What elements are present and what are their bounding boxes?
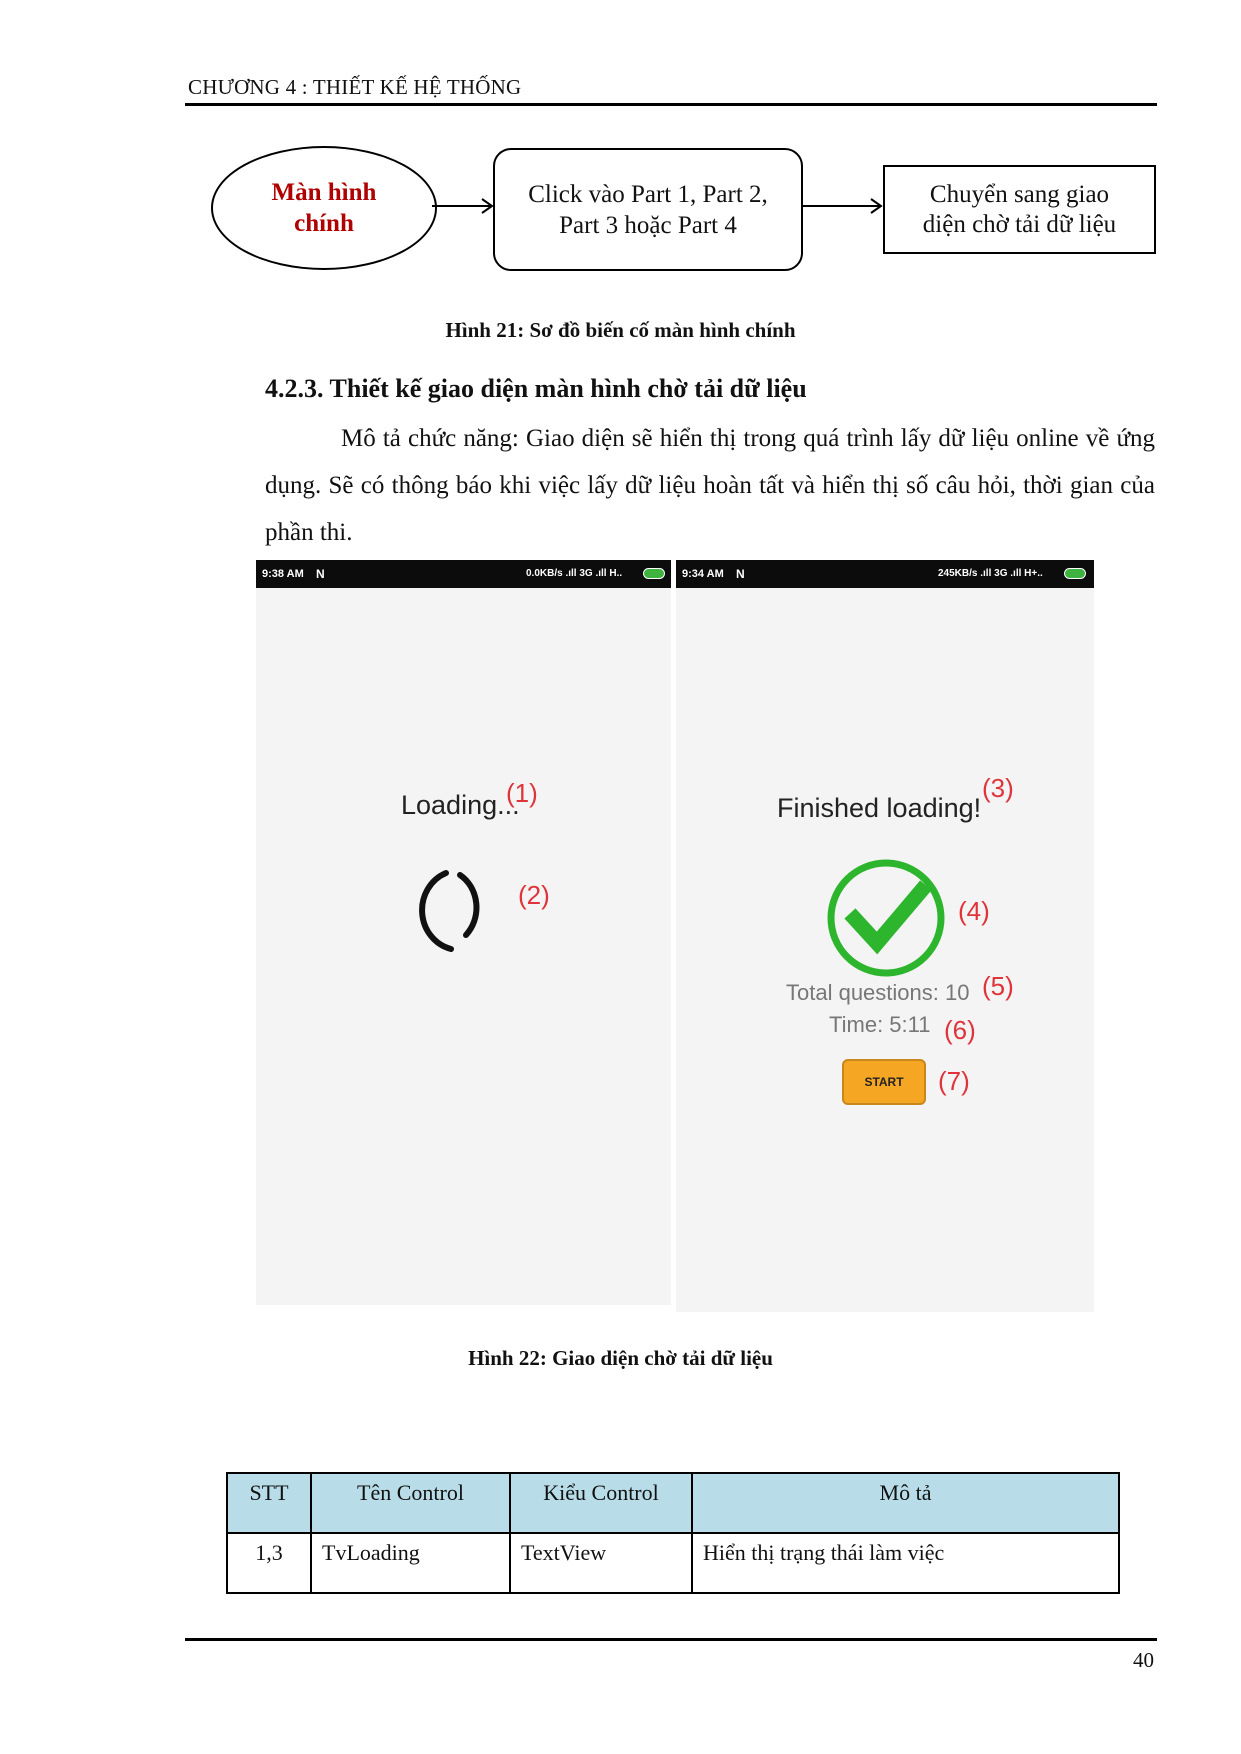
start-button[interactable]: START	[842, 1059, 926, 1105]
notification-icon: N	[736, 567, 745, 581]
header-control-name: Tên Control	[311, 1473, 510, 1533]
table-header-row	[227, 1473, 1119, 1533]
network-status: 245KB/s .ıll 3G .ıll H+..	[938, 568, 1043, 579]
status-bar	[256, 560, 671, 588]
marker-4: (4)	[958, 896, 990, 926]
section-heading: 4.2.3. Thiết kế giao diện màn hình chờ tải dữ liệu	[265, 374, 807, 403]
status-bar	[676, 560, 1094, 588]
cell-stt: 1,3	[227, 1533, 311, 1593]
diagram-start-node: Màn hình chính	[211, 146, 437, 270]
header-stt: STT	[227, 1473, 311, 1533]
footer-rule	[185, 1638, 1157, 1641]
marker-2: (2)	[518, 880, 550, 910]
finished-text: Finished loading!	[777, 793, 982, 823]
header-control-type: Kiểu Control	[510, 1473, 692, 1533]
status-time: 9:38 AM	[262, 568, 304, 580]
diagram-arrow-1	[430, 196, 500, 216]
network-status: 0.0KB/s .ıll 3G .ıll H..	[526, 568, 623, 579]
progress-spinner-icon	[416, 865, 486, 955]
notification-icon: N	[316, 567, 325, 581]
page-number: 40	[1133, 1648, 1154, 1672]
diagram-end-node: Chuyển sang giao diện chờ tải dữ liệu	[883, 165, 1156, 254]
diagram-step-node: Click vào Part 1, Part 2, Part 3 hoặc Part 4	[493, 148, 803, 271]
loading-text: Loading...	[401, 790, 520, 820]
cell-control-name: TvLoading	[311, 1533, 510, 1593]
success-check-icon	[825, 857, 947, 979]
marker-7: (7)	[938, 1066, 970, 1096]
cell-control-type: TextView	[510, 1533, 692, 1593]
time-text: Time: 5:11	[829, 1012, 931, 1037]
table-row	[227, 1533, 1119, 1593]
battery-icon	[1064, 568, 1086, 579]
diagram-arrow-2	[801, 196, 886, 216]
chapter-header: CHƯƠNG 4 : THIẾT KẾ HỆ THỐNG	[188, 75, 522, 99]
header-rule	[185, 103, 1157, 106]
status-time: 9:34 AM	[682, 568, 724, 580]
section-paragraph: Mô tả chức năng: Giao diện sẽ hiển thị trong quá trình lấy dữ liệu online về ứng dụng. Sẽ có thông báo khi việc lấy dữ liệu hoàn tất và hiển thị số câu hỏi, thời gian của phần thi.	[265, 425, 1155, 546]
cell-description: Hiển thị trạng thái làm việc	[692, 1533, 1119, 1593]
finished-screen	[676, 560, 1094, 1312]
figure-22-caption: Hình 22: Giao diện chờ tải dữ liệu	[468, 1346, 773, 1370]
marker-5: (5)	[982, 971, 1014, 1001]
figure-21-caption: Hình 21: Sơ đồ biến cố màn hình chính	[445, 318, 796, 342]
marker-1: (1)	[506, 778, 538, 808]
battery-icon	[643, 568, 665, 579]
marker-6: (6)	[944, 1015, 976, 1045]
header-description: Mô tả	[692, 1473, 1119, 1533]
loading-screen	[256, 560, 671, 1305]
controls-table	[226, 1472, 1120, 1594]
marker-3: (3)	[982, 773, 1014, 803]
total-questions: Total questions: 10	[786, 980, 970, 1005]
